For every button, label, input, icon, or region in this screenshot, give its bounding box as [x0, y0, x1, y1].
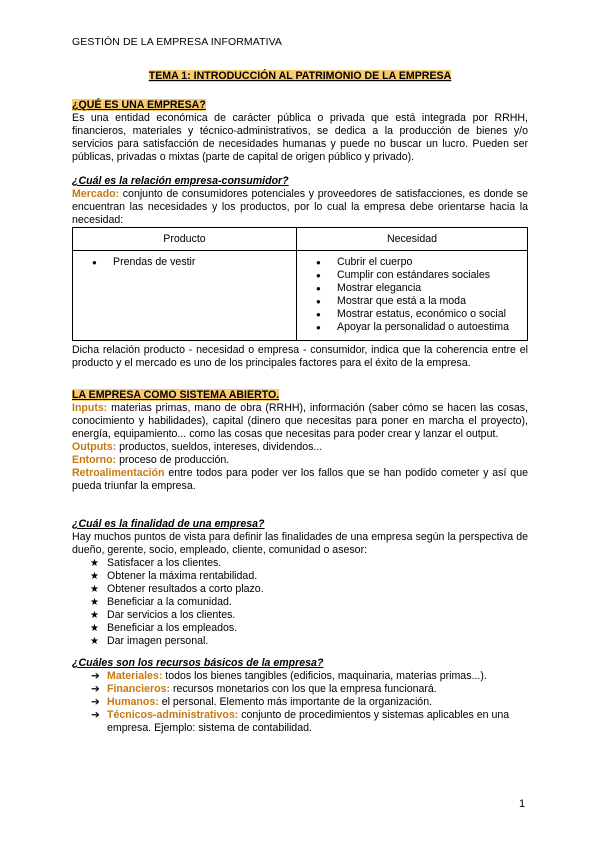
table-header: Necesidad — [297, 228, 528, 251]
list-item-text: Obtener resultados a corto plazo. — [107, 583, 264, 595]
list-item-text: Cubrir el cuerpo — [337, 256, 413, 268]
section-relacion — [72, 175, 528, 370]
list-item — [297, 256, 527, 269]
bullet-icon: ● — [92, 258, 97, 267]
producto-necesidad-table — [72, 227, 528, 341]
list-item — [297, 321, 527, 334]
list-item-text: Dar imagen personal. — [107, 635, 209, 647]
paragraph: Entorno: proceso de producción. — [72, 454, 230, 466]
paragraph: Dicha relación producto - necesidad o empresa - consumidor, indica que la coherencia entre el producto y el mercado es uno de los principales factores para el éxito de la empresa. — [72, 344, 528, 369]
list-item — [297, 308, 527, 321]
star-icon: ★ — [90, 636, 99, 647]
list-item — [72, 583, 528, 596]
document-title: TEMA 1: INTRODUCCIÓN AL PATRIMONIO DE LA EMPRESA — [148, 70, 452, 82]
list-item — [72, 683, 528, 696]
list-item — [73, 256, 296, 269]
section-finalidad — [72, 518, 528, 648]
section-heading: ¿QUÉ ES UNA EMPRESA? — [72, 99, 206, 111]
paragraph: Hay muchos puntos de vista para definir las finalidades de una empresa según la perspectiva de dueño, gerente, socio, empleado, cliente, comunidad o asesor: — [72, 531, 528, 556]
list-item-text: Prendas de vestir — [113, 256, 196, 268]
list-item-text: Beneficiar a los empleados. — [107, 622, 238, 634]
list-item-text: el personal. Elemento más importante de la organización. — [158, 696, 433, 708]
list-item-text: Mostrar que está a la moda — [337, 295, 466, 307]
recursos-list — [72, 670, 528, 735]
section-heading: LA EMPRESA COMO SISTEMA ABIERTO. — [72, 389, 280, 401]
star-icon: ★ — [90, 623, 99, 634]
list-item-text: Mostrar elegancia — [337, 282, 422, 294]
table-cell — [297, 251, 528, 341]
bullet-icon: ● — [316, 310, 321, 319]
page-number: 1 — [519, 798, 526, 810]
bullet-icon: ● — [316, 271, 321, 280]
finalidad-list — [72, 557, 528, 648]
list-item — [72, 596, 528, 609]
list-item — [297, 269, 527, 282]
arrow-right-icon: ➔ — [91, 670, 100, 682]
list-item — [72, 609, 528, 622]
star-icon: ★ — [90, 610, 99, 621]
arrow-right-icon: ➔ — [91, 709, 100, 721]
list-item-text: Obtener la máxima rentabilidad. — [107, 570, 258, 582]
paragraph: Inputs: materias primas, mano de obra (RRHH), información (saber cómo se hacen las cosas, conocimiento y habilidades), capital (dinero que necesitas para poner en marcha el proyecto), energía, equipamiento... como las cosas que necesitas para poder crear y lanzar el output. — [72, 402, 528, 440]
section-sistema — [72, 389, 528, 493]
list-item-text: Apoyar la personalidad o autoestima — [337, 321, 509, 333]
list-item — [72, 709, 528, 735]
question-heading: ¿Cuáles son los recursos básicos de la empresa? — [72, 657, 324, 669]
list-item-text: recursos monetarios con los que la empresa funcionará. — [170, 683, 437, 695]
bullet-icon: ● — [316, 297, 321, 306]
list-item-text: conjunto de procedimientos y sistemas aplicables en una empresa. Ejemplo: sistema de contabilidad. — [107, 709, 510, 734]
term-label: Materiales: — [107, 670, 163, 682]
paragraph: Outputs: productos, sueldos, intereses, dividendos... — [72, 441, 323, 453]
term-label: Financieros: — [107, 683, 170, 695]
list-item-text: Beneficiar a la comunidad. — [107, 596, 232, 608]
list-item-text: Mostrar estatus, económico o social — [337, 308, 506, 320]
arrow-right-icon: ➔ — [91, 683, 100, 695]
list-item — [72, 635, 528, 648]
list-item — [72, 570, 528, 583]
bullet-icon: ● — [316, 323, 321, 332]
paragraph: Retroalimentación entre todos para poder ver los fallos que se han podido cometer y así que pueda triunfar la empresa. — [72, 467, 528, 492]
question-heading: ¿Cuál es la relación empresa-consumidor? — [72, 175, 289, 187]
section-que-es — [72, 99, 528, 164]
list-item-text: todos los bienes tangibles (edificios, maquinaria, materias primas...). — [162, 670, 487, 682]
page-header: GESTIÓN DE LA EMPRESA INFORMATIVA — [72, 36, 283, 48]
table-header: Producto — [73, 228, 297, 251]
producto-list — [73, 256, 296, 269]
list-item-text: Dar servicios a los clientes. — [107, 609, 236, 621]
list-item — [72, 696, 528, 709]
arrow-right-icon: ➔ — [91, 696, 100, 708]
list-item — [297, 282, 527, 295]
star-icon: ★ — [90, 597, 99, 608]
star-icon: ★ — [90, 571, 99, 582]
list-item-text: Cumplir con estándares sociales — [337, 269, 491, 281]
necesidad-list — [297, 256, 527, 334]
list-item — [72, 622, 528, 635]
list-item — [297, 295, 527, 308]
section-recursos — [72, 657, 528, 735]
table-cell — [73, 251, 297, 341]
list-item-text: Satisfacer a los clientes. — [107, 557, 222, 569]
paragraph: Mercado: conjunto de consumidores potenciales y proveedores de satisfacciones, es donde se encuentran las necesidades y los productos, por lo cual la empresa debe orientarse hacia la necesidad: — [72, 188, 528, 226]
star-icon: ★ — [90, 584, 99, 595]
term-label: Humanos: — [107, 696, 159, 708]
list-item — [72, 557, 528, 570]
term-label: Técnicos-administrativos: — [107, 709, 239, 721]
bullet-icon: ● — [316, 258, 321, 267]
list-item — [72, 670, 528, 683]
question-heading: ¿Cuál es la finalidad de una empresa? — [72, 518, 265, 530]
bullet-icon: ● — [316, 284, 321, 293]
star-icon: ★ — [90, 558, 99, 569]
paragraph: Es una entidad económica de carácter pública o privada que está integrada por RRHH, financieros, materiales y técnico-administrativos, se dedica a la producción de bienes y/o servicios para satisfacción de necesidades humanas y puede no buscar un lucro. Pueden ser públicas, privadas o mixtas (parte de capital de origen público y privado). — [72, 112, 528, 163]
